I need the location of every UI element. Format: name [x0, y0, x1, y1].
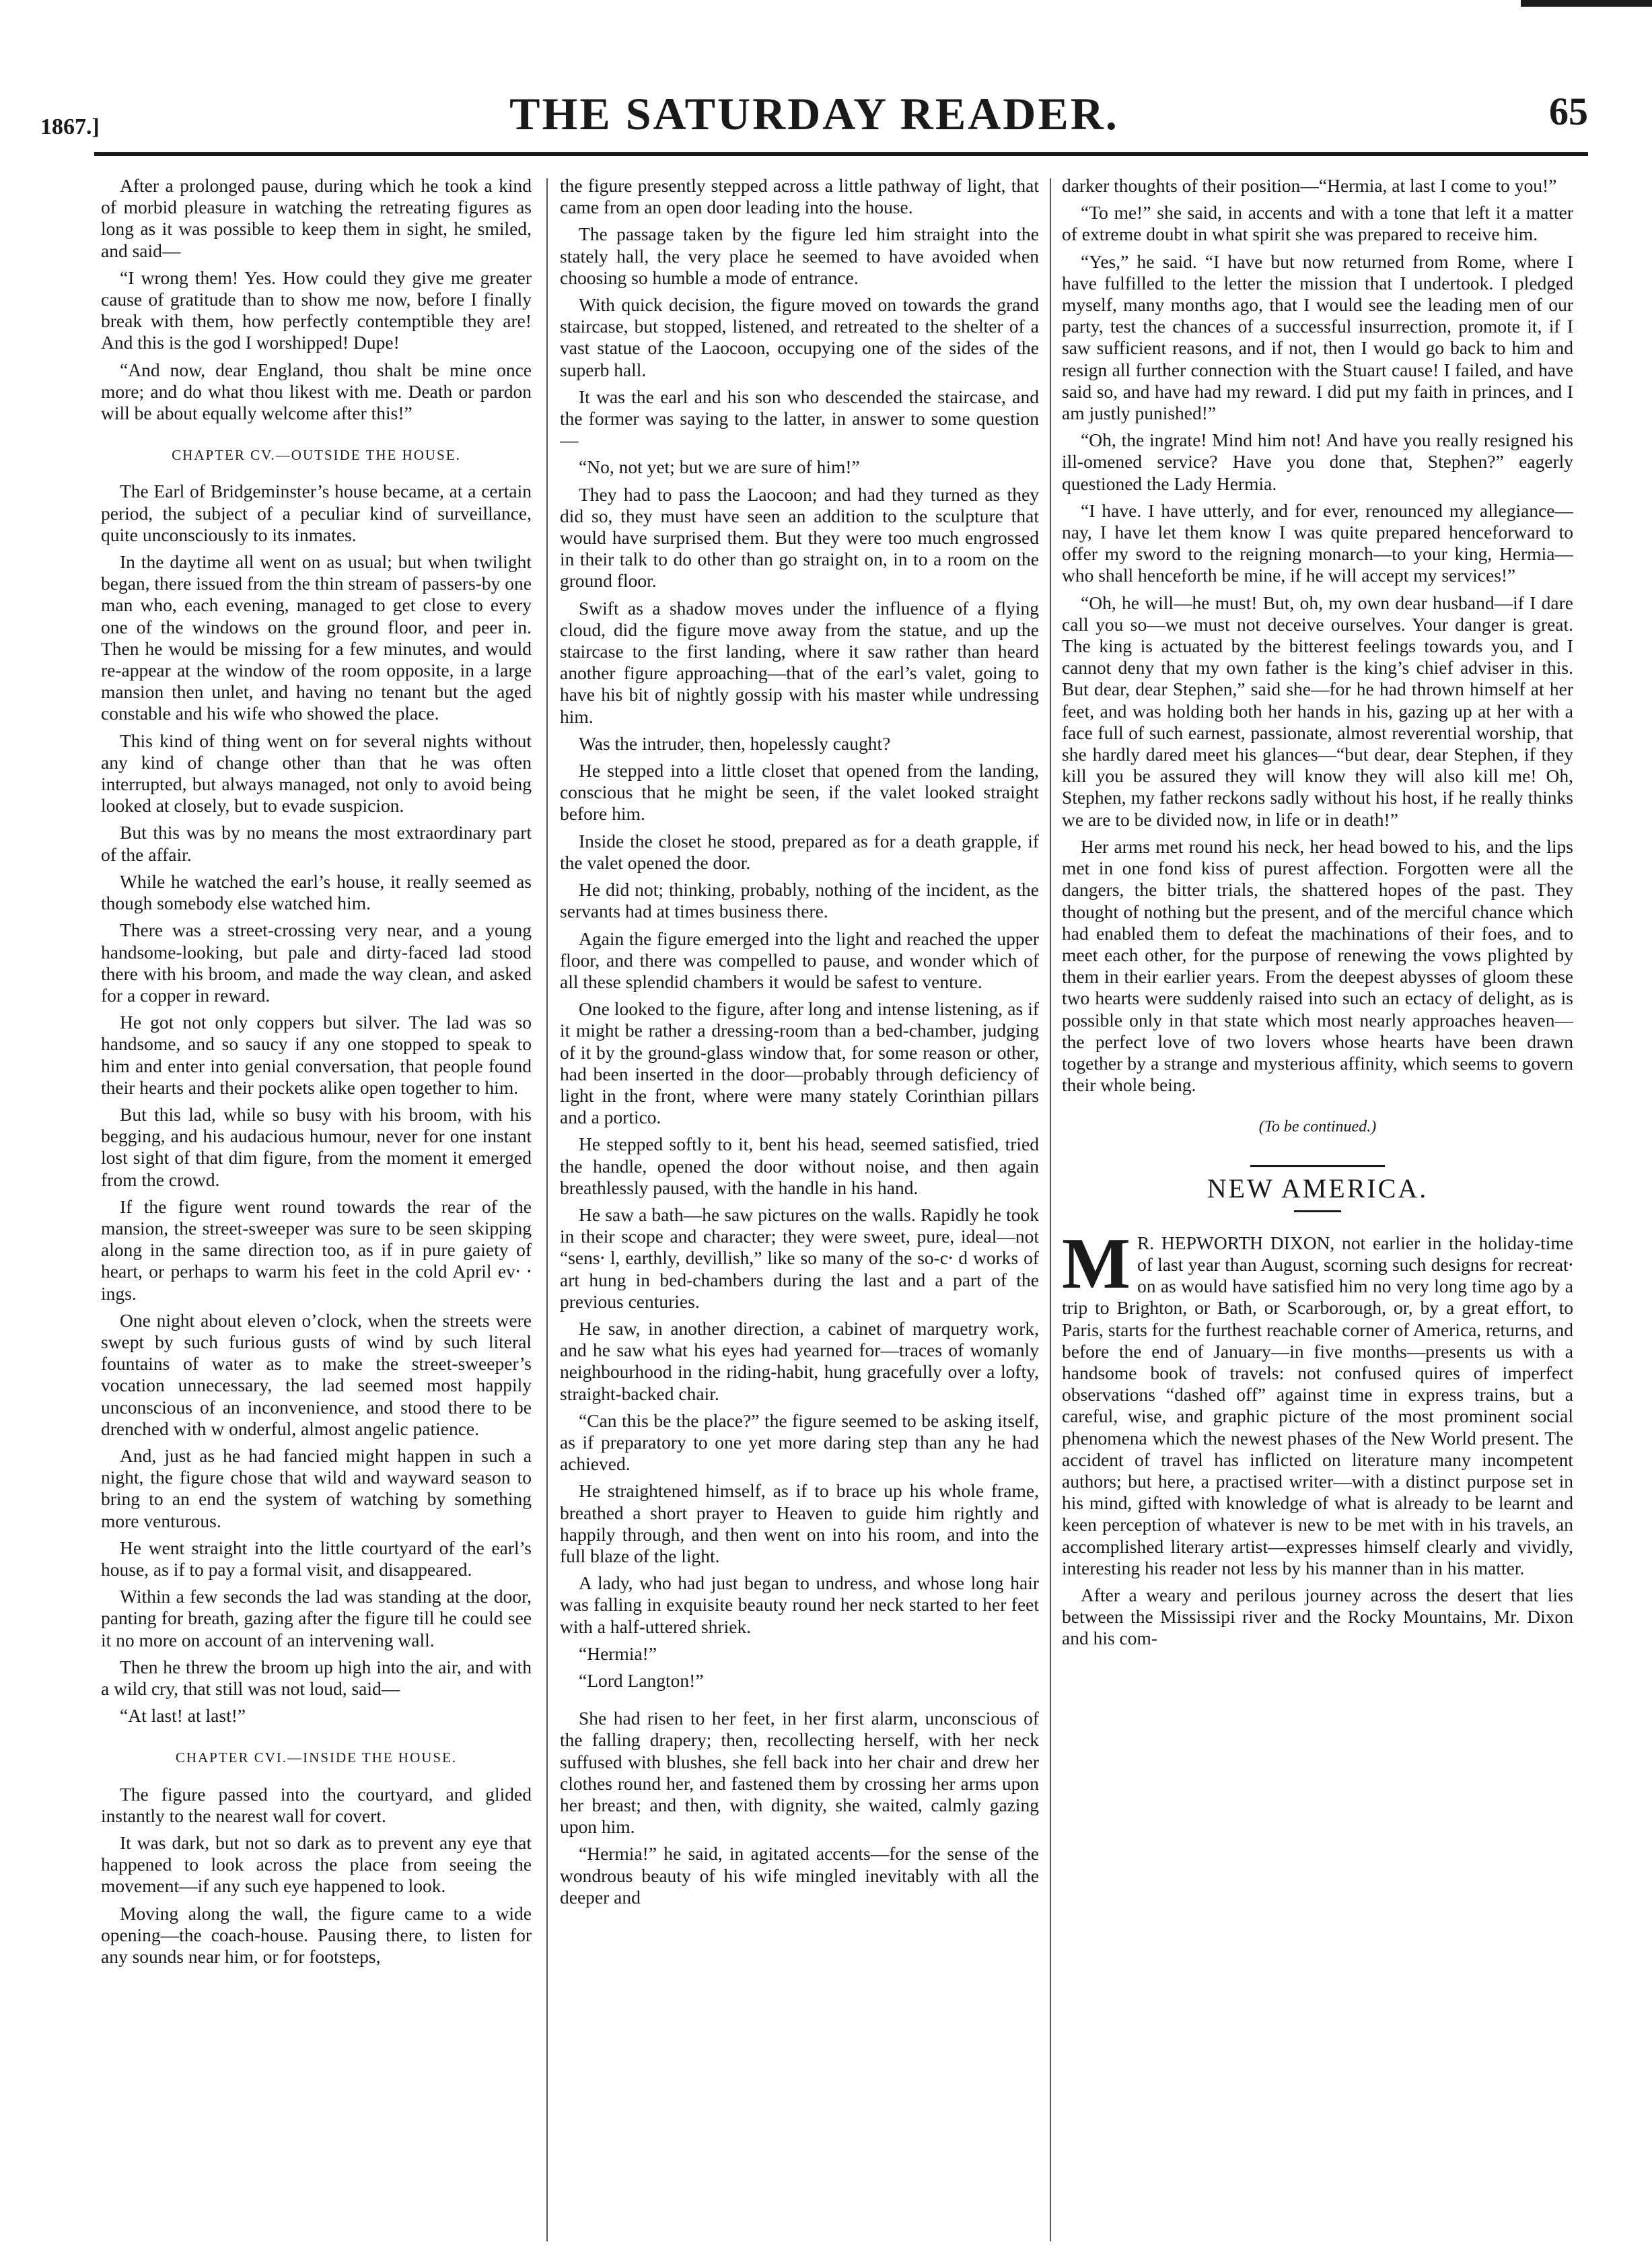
masthead-title: THE SATURDAY READER. — [509, 88, 1119, 139]
paragraph: Moving along the wall, the figure came to a wide opening—the coach-house. Pausing there, to listen for any sounds near him, or for footsteps, — [101, 1902, 532, 1968]
paragraph: “And now, dear England, thou shalt be mine once more; and do what thou likest with me. Death or pardon will be about equally welcome after this!” — [101, 359, 532, 424]
paragraph: He stepped softly to it, bent his head, seemed satisfied, tried the handle, opened the door without noise, and then again breathlessly paused, with the handle in his hand. — [560, 1134, 1039, 1198]
lead-text: R. HEPWORTH DIXON, not earlier in the holiday-time of last year than August, scorning such designs for recreat⸱on as would have satisfied him no very long time ago by a trip to Brighton, or Bath, or Scarborough, or, by a great effort, to Paris, starts for the furthest reachable corner of America, returns, and before the end of January—in five months—presents us with a handsome book of travels: not confused quires of imperfect observations “dashed off” against time in express trains, but a careful, wise, and graphic picture of the most prominent social phenomena which the newest phases of the New World present. The accident of travel has inflicted on literature many incompetent authors; but here, a practised writer—with a distinct purpose set in his mind, gifted with knowledge of what is already to be learnt and keen perception of whatever is new to be met with in his travels, an accomplished literary artist—expresses himself clearly and vividly, interesting his reader not less by his manner than in his matter. — [1062, 1232, 1573, 1578]
paragraph: The figure passed into the courtyard, and glided instantly to the nearest wall for covert. — [101, 1783, 532, 1826]
paragraph: After a prolonged pause, during which he took a kind of morbid pleasure in watching the retreating figures as long as it was possible to keep them in sight, he smiled, and said— — [101, 175, 532, 261]
page-number: 65 — [1549, 90, 1588, 133]
paragraph: Again the figure emerged into the light and reached the upper floor, and there was compelled to pause, and wonder which of all these splendid chambers it would be safest to venture. — [560, 928, 1039, 992]
paragraph: Then he threw the broom up high into the air, and with a wild cry, that still was not loud, said— — [101, 1656, 532, 1699]
paragraph: Was the intruder, then, hopelessly caught? — [579, 732, 891, 754]
paragraph: “Oh, the ingrate! Mind him not! And have you really resigned his ill-omened service? Have you done that, Stephen?” eagerly questioned the Lady Hermia. — [1062, 429, 1573, 494]
chapter-heading-cv: CHAPTER CV.—OUTSIDE THE HOUSE. — [172, 447, 461, 464]
paragraph: And, just as he had fancied might happen in such a night, the figure chose that wild and wayward season to bring to an end the system of watching by something more venturous. — [101, 1444, 532, 1531]
paragraph: The Earl of Bridgeminster’s house became, at a certain period, the subject of a peculiar kind of surveillance, quite unconsciously to its inmates. — [101, 481, 532, 545]
chapter-heading-cvi: CHAPTER CVI.—INSIDE THE HOUSE. — [175, 1749, 458, 1766]
paragraph: One looked to the figure, after long and intense listening, as if it might be rather a dressing-room than a bed-chamber, judging of it by the ground-glass window that, for some reason or other, had been inserted in the door—probably through deficiency of light in the front, where were many stately Corinthian pillars and a portico. — [560, 998, 1039, 1128]
paragraph: “Oh, he will—he must! But, oh, my own dear husband—if I dare call you so—we must not deceive ourselves. Your danger is great. The king is actuated by the bitterest feelings towards you, and I cannot deny that my own father is the king’s chief adviser in this. But dear, dear Stephen,” said she—for he had thrown himself at her feet, and was holding both her hands in his, gazing up at her with a face full of such earnest, passionate, almost reverential worship, that she hardly dared meet his glances—“but dear, dear Stephen, if they kill you be assured they will know they will also kill me! Oh, Stephen, my father reckons sadly without his host, if he really thinks we are to be divided now, in life or in death!” — [1062, 592, 1573, 830]
paragraph: With quick decision, the figure moved on towards the grand staircase, but stopped, listened, and retreated to the shelter of a vast statue of the Laocoon, occupying one of the sides of the superb hall. — [560, 294, 1039, 380]
column-3 — [1062, 175, 1573, 2235]
paragraph: It was the earl and his son who descended the staircase, and the former was saying to the latter, in answer to some question— — [560, 386, 1039, 451]
paragraph: He went straight into the little courtyard of the earl’s house, as if to pay a formal visit, and disappeared. — [101, 1537, 532, 1580]
paragraph: “Can this be the place?” the figure seemed to be asking itself, as if preparatory to one yet more daring step than any he had achieved. — [560, 1409, 1039, 1475]
paragraph: darker thoughts of their position—“Hermia, at last I come to you!” — [1062, 175, 1557, 196]
paragraph: They had to pass the Laocoon; and had they turned as they did so, they must have seen an addition to the sculpture that would have surprised them. But they were too much engrossed in their talk to do other than go straight on, in to a room on the ground floor. — [560, 483, 1039, 592]
paragraph: “Lord Langton!” — [579, 1670, 704, 1691]
title-rule — [1294, 1210, 1341, 1212]
paragraph: The passage taken by the figure led him straight into the stately hall, the very place he seemed to have avoided when choosing so humble a mode of entrance. — [560, 223, 1039, 288]
paragraph: “Yes,” he said. “I have but now returned from Rome, where I have fulfilled to the letter the mission that I undertook. I pledged myself, many months ago, that I would see the leading men of our party, test the chances of a successful insurrection, promote it, if I saw sufficient reasons, and if not, then I would go back to him and resign all further connection with the Stuart cause! I failed, and have said so, and have had my reward. I did put my faith in princes, and I am justly punished!” — [1062, 250, 1573, 424]
column-2 — [560, 175, 1039, 2235]
paragraph: “No, not yet; but we are sure of him!” — [579, 456, 860, 478]
paragraph: Within a few seconds the lad was standing at the door, panting for breath, gazing after the figure till he could see it no more on account of an intervening wall. — [101, 1586, 532, 1650]
paragraph: He stepped into a little closet that opened from the landing, conscious that he might be seen, if the valet looked straight before him. — [560, 760, 1039, 825]
paragraph: “I have. I have utterly, and for ever, renounced my allegiance—nay, I have let them know I was quite prepared henceforward to offer my sword to the reigning monarch—to your king, Hermia—who shall henceforth be mine, if he will accept my services!” — [1062, 499, 1573, 586]
paragraph: “To me!” she said, in accents and with a tone that left it a matter of extreme doubt in what spirit she was prepared to receive him. — [1062, 202, 1573, 245]
paragraph: She had risen to her feet, in her first alarm, unconscious of the falling drapery; then, recollecting herself, with her neck suffused with blushes, she fell back into her chair and drew her clothes round her, and fastened them by crossing her arms upon her breast; and then, with dignity, she waited, calmly gazing upon him. — [560, 1708, 1039, 1838]
paragraph: Her arms met round his neck, her head bowed to his, and the lips met in one fond kiss of purest affection. Forgotten were all the dangers, the bitter trials, the shattered hopes of the past. They thought of nothing but the present, and of the merciful chance which had enabled them to defeat the machinations of their foes, and to meet each other, for the purpose of renewing the vows plighted by them in their earlier years. From the deepest abysses of gloom these two hearts were suddenly raised into such an ectacy of delight, as is possible only in that state which most nearly approaches heaven—the perfect love of two lovers whose hearts have been drawn together by a strange and mysterious affinity, which seems to govern their whole being. — [1062, 835, 1573, 1096]
to-be-continued: (To be continued.) — [1258, 1118, 1377, 1136]
paragraph: Swift as a shadow moves under the influence of a flying cloud, did the figure move away from the statue, and up the staircase to the first landing, where it saw rather than heard another figure approaching—that of the earl’s valet, going to have his bit of nightly gossip with his master while undressing him. — [560, 597, 1039, 727]
paragraph: He got not only coppers but silver. The lad was so handsome, and so saucy if any one stopped to speak to him and enter into genial conversation, that people found their hearts and their pockets alike open together to him. — [101, 1012, 532, 1098]
article-lead-paragraph — [1062, 1223, 1573, 1579]
top-edge-rule — [1521, 0, 1652, 7]
paragraph: the figure presently stepped across a little pathway of light, that came from an open door leading into the house. — [560, 175, 1039, 218]
paragraph: While he watched the earl’s house, it really seemed as though somebody else watched him. — [101, 870, 532, 914]
column-divider-1 — [546, 178, 548, 2241]
paragraph: “At last! at last!” — [120, 1705, 246, 1727]
paragraph: But this was by no means the most extraordinary part of the affair. — [101, 822, 532, 865]
paragraph: But this lad, while so busy with his broom, with his begging, and his audacious humour, never for one instant lost sight of that dim figure, from the moment it emerged from the crowd. — [101, 1103, 532, 1190]
paragraph: He saw, in another direction, a cabinet of marquetry work, and he saw what his eyes had yearned for—traces of womanly neighbourhood in the riding-habit, hung gracefully over a lofty, straight-backed chair. — [560, 1317, 1039, 1404]
paragraph: It was dark, but not so dark as to prevent any eye that happened to look across the place from seeing the movement—if any such eye happened to look. — [101, 1832, 532, 1897]
section-rule — [1250, 1165, 1385, 1167]
page-header — [40, 81, 1588, 155]
paragraph: This kind of thing went on for several nights without any kind of change other than that he was often interrupted, but always managed, not only to avoid being looked at closely, but to evade suspicion. — [101, 730, 532, 816]
header-rule — [94, 152, 1588, 156]
issue-date: 1867.] — [40, 114, 100, 139]
paragraph: There was a street-crossing very near, and a young handsome-looking, but pale and dirty-faced lad stood there with his broom, and made the way clean, and asked for a copper in reward. — [101, 919, 532, 1006]
paragraph: He did not; thinking, probably, nothing of the incident, as the servants had at times business there. — [560, 879, 1039, 922]
paragraph: If the figure went round towards the rear of the mansion, the street-sweeper was sure to be seen skipping along in the same direction too, as if in pure gaiety of heart, or perhaps to warm his feet in the cold April ev⸱ ⸱ings. — [101, 1195, 532, 1304]
paragraph: He straightened himself, as if to brace up his whole frame, breathed a short prayer to Heaven to guide him rightly and happily through, and then went on into his room, and into the full blaze of the light. — [560, 1480, 1039, 1566]
paragraph: “Hermia!” — [579, 1642, 657, 1664]
column-1 — [101, 175, 532, 2235]
drop-cap: M — [1062, 1223, 1130, 1304]
paragraph: In the daytime all went on as usual; but when twilight began, there issued from the thin stream of passers-by one man who, each evening, managed to get close to every one of the windows on the ground floor, and peer in. Then he would be missing for a few minutes, and would re-appear at the window of the room opposite, in a large mansion then unlet, and having no tenant but the aged constable and his wife who showed the place. — [101, 551, 532, 724]
paragraph: “I wrong them! Yes. How could they give me greater cause of gratitude than to show me now, before I finally break with them, how perfectly contemptible they are! And this is the god I worshipped! Dupe! — [101, 267, 532, 353]
paragraph: “Hermia!” he said, in agitated accents—for the sense of the wondrous beauty of his wife mingled inevitably with all the deeper and — [560, 1843, 1039, 1908]
paragraph: A lady, who had just began to undress, and whose long hair was falling in exquisite beauty round her neck started to her feet with a half-uttered shriek. — [560, 1572, 1039, 1637]
paragraph: After a weary and perilous journey across the desert that lies between the Mississipi river and the Rocky Mountains, Mr. Dixon and his com- — [1062, 1584, 1573, 1649]
article-title: NEW AMERICA. — [1207, 1173, 1429, 1204]
paragraph: Inside the closet he stood, prepared as for a death grapple, if the valet opened the door. — [560, 830, 1039, 873]
column-divider-2 — [1050, 178, 1051, 2241]
paragraph: One night about eleven o’clock, when the streets were swept by such furious gusts of wind by such literal fountains of water as to make the street-sweeper’s vocation unnecessary, the lad seemed most happily unconscious of an inconvenience, and stood there to be drenched with w onderful, almost angelic patience. — [101, 1309, 532, 1439]
paragraph: He saw a bath—he saw pictures on the walls. Rapidly he took in their scope and character; they were sweet, pure, ideal—not “sens⸱ l, earthly, devillish,” like so many of the so-c⸱ d works of art hung in bed-chambers during the last and a part of the previous centuries. — [560, 1204, 1039, 1312]
